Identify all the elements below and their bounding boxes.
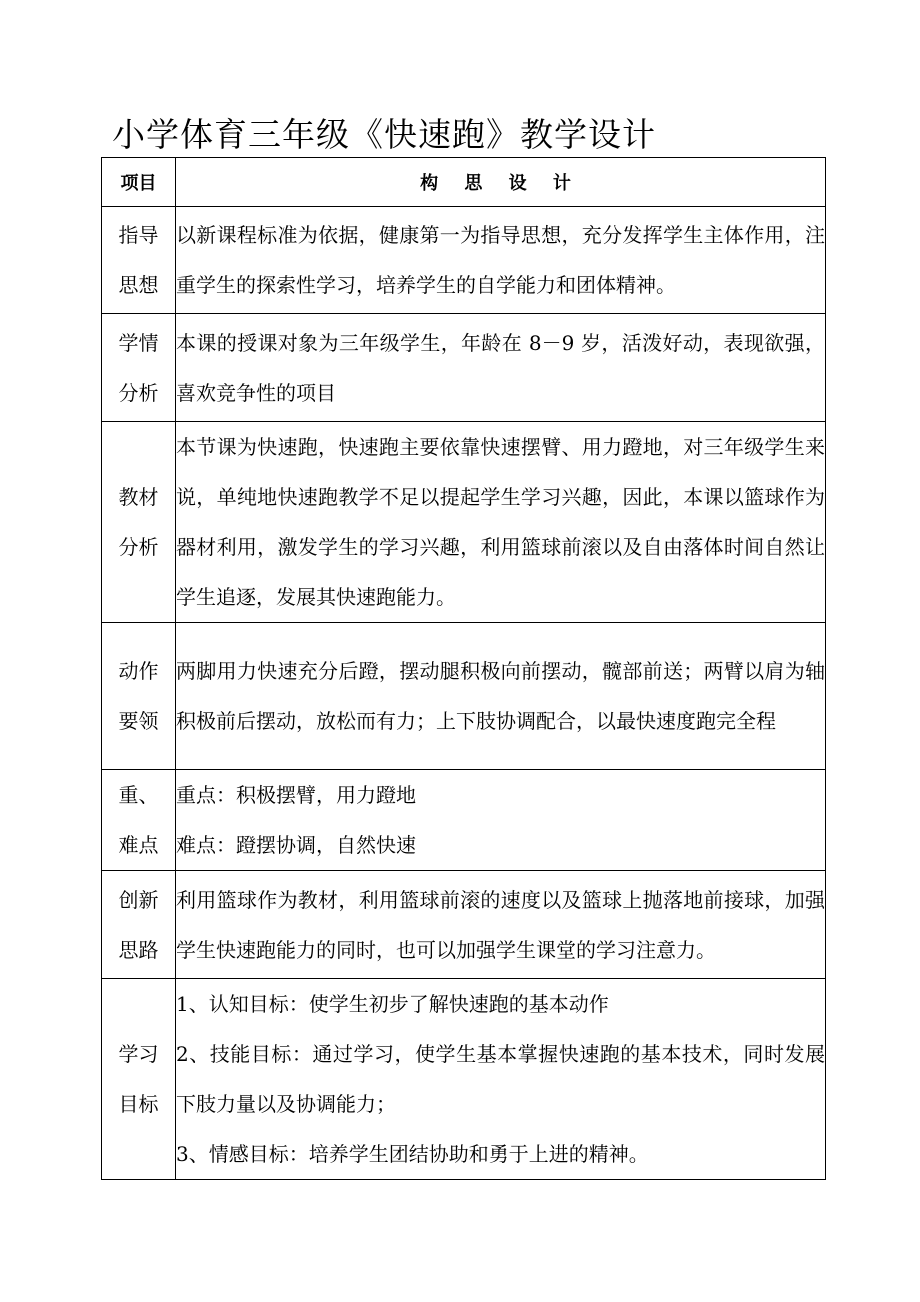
row-label-line: 思想 xyxy=(118,273,159,297)
content-paragraph: 2、技能目标：通过学习，使学生基本掌握快速跑的基本技术，同时发展下肢力量以及协调能力； xyxy=(176,1042,825,1116)
row-content xyxy=(176,314,826,422)
row-content xyxy=(176,770,826,871)
row-label-line: 学情 xyxy=(118,330,159,355)
row-label xyxy=(102,871,176,979)
row-label-line: 难点 xyxy=(118,833,159,857)
row-key-difficult-points xyxy=(102,770,826,871)
header-item: 项目 xyxy=(102,158,176,207)
row-label xyxy=(102,770,176,871)
row-label-line: 分析 xyxy=(118,535,159,559)
row-label-line: 思路 xyxy=(118,937,159,962)
design-table xyxy=(101,157,826,1180)
content-paragraph: 以新课程标准为依据，健康第一为指导思想，充分发挥学生主体作用，注重学生的探索性学习，培养学生的自学能力和团体精神。 xyxy=(176,223,825,297)
row-innovation xyxy=(102,871,826,979)
row-label-line: 分析 xyxy=(118,380,159,405)
row-label xyxy=(102,207,176,314)
content-paragraph: 重点：积极摆臂，用力蹬地 xyxy=(176,783,416,807)
header-design: 构 思 设 计 xyxy=(176,158,826,207)
row-label-line: 动作 xyxy=(118,659,159,683)
content-paragraph: 本节课为快速跑，快速跑主要依靠快速摆臂、用力蹬地，对三年级学生来说，单纯地快速跑教学不足以提起学生学习兴趣，因此，本课以篮球作为器材利用，激发学生的学习兴趣，利用篮球前滚以及自由落体时间自然让学生追逐，发展其快速跑能力。 xyxy=(176,435,825,609)
row-label xyxy=(102,422,176,623)
row-label-line: 要领 xyxy=(118,709,159,733)
row-label-line: 学习 xyxy=(118,1042,159,1066)
row-label-line: 创新 xyxy=(118,887,159,912)
row-learning-goals xyxy=(102,979,826,1180)
row-student-analysis xyxy=(102,314,826,422)
content-paragraph: 3、情感目标：培养学生团结协助和勇于上进的精神。 xyxy=(176,1142,649,1166)
row-label xyxy=(102,314,176,422)
row-content xyxy=(176,871,826,979)
row-label-line: 指导 xyxy=(118,223,159,247)
content-paragraph: 两脚用力快速充分后蹬，摆动腿积极向前摆动，髋部前送；两臂以肩为轴积极前后摆动，放松而有力；上下肢协调配合，以最快速度跑完全程 xyxy=(176,659,825,733)
content-paragraph: 利用篮球作为教材，利用篮球前滚的速度以及篮球上抛落地前接球，加强学生快速跑能力的同时，也可以加强学生课堂的学习注意力。 xyxy=(176,887,825,962)
content-paragraph: 本课的授课对象为三年级学生，年龄在 8－9 岁，活泼好动，表现欲强，喜欢竞争性的项目 xyxy=(176,330,825,405)
row-label xyxy=(102,979,176,1180)
content-paragraph: 1、认知目标：使学生初步了解快速跑的基本动作 xyxy=(176,992,609,1016)
row-content xyxy=(176,623,826,770)
document-title: 小学体育三年级《快速跑》教学设计 xyxy=(112,115,656,154)
table-header-row xyxy=(102,158,826,207)
row-label-line: 教材 xyxy=(118,485,159,509)
row-label-line: 重、 xyxy=(118,783,159,807)
content-paragraph: 难点：蹬摆协调，自然快速 xyxy=(176,833,416,857)
row-label-line: 目标 xyxy=(118,1092,159,1116)
row-label xyxy=(102,623,176,770)
row-material-analysis xyxy=(102,422,826,623)
row-content xyxy=(176,422,826,623)
row-key-actions xyxy=(102,623,826,770)
row-content xyxy=(176,979,826,1180)
row-content xyxy=(176,207,826,314)
row-guiding-idea xyxy=(102,207,826,314)
